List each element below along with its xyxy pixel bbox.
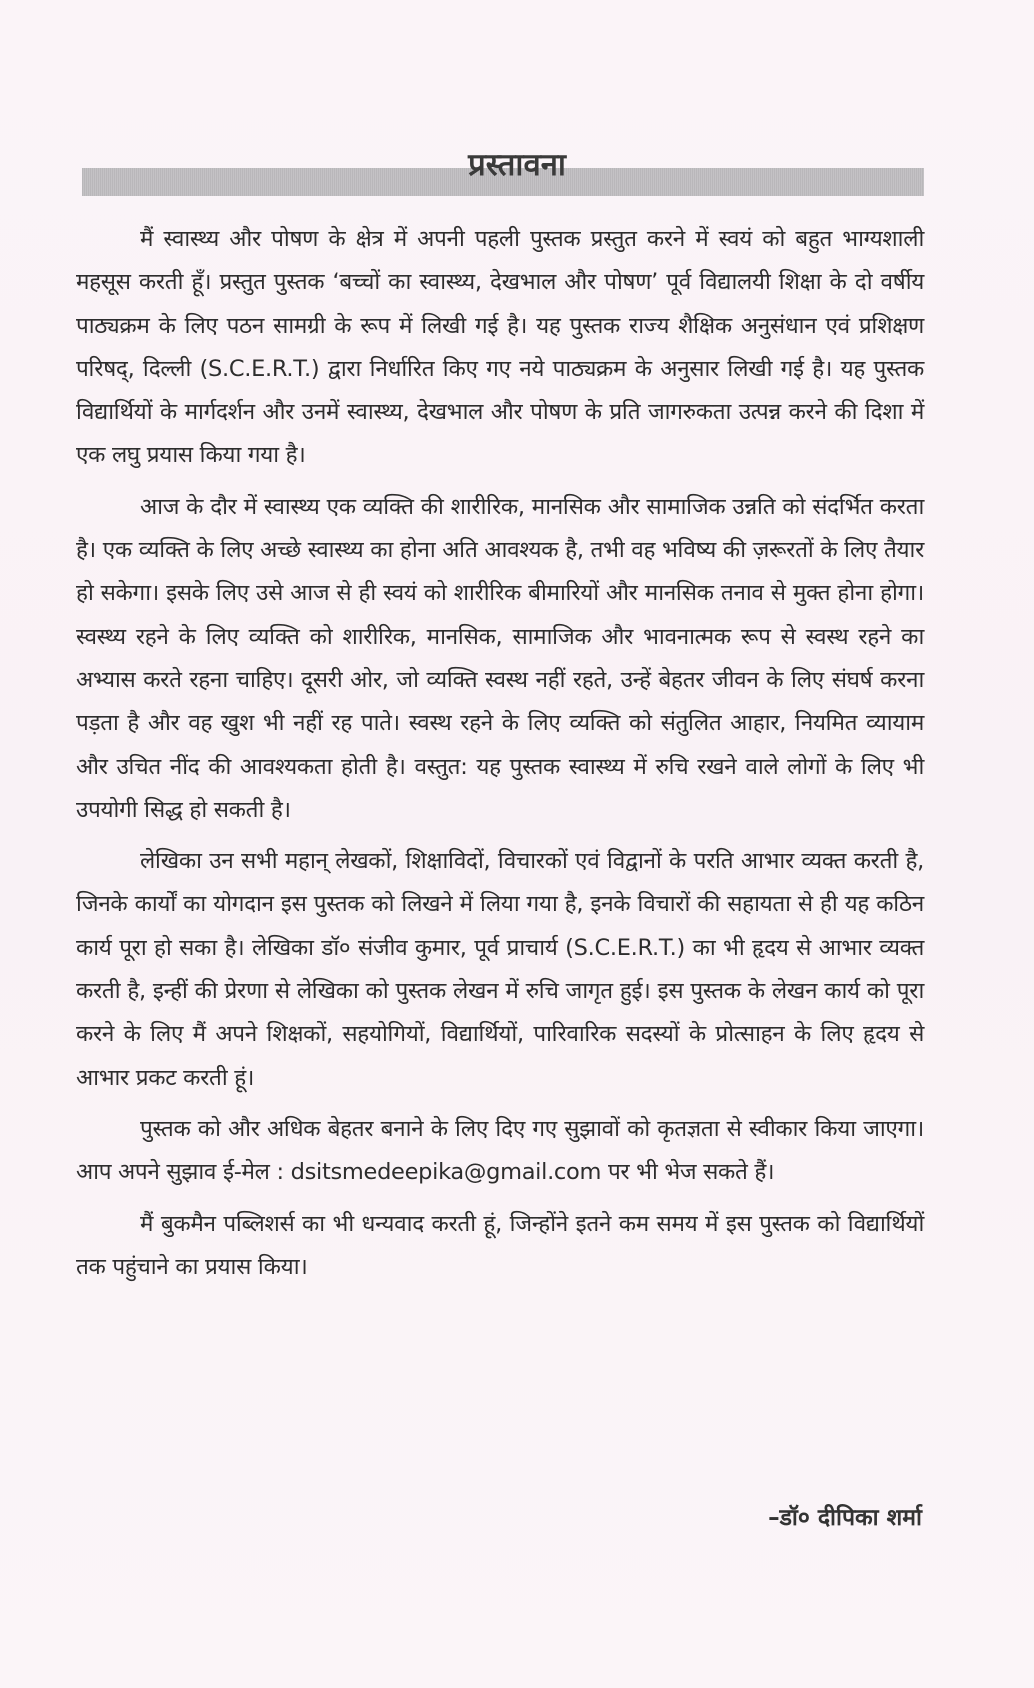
paragraph-publisher-thanks: मैं बुकमैन पब्लिशर्स का भी धन्यवाद करती हूं, जिन्होंने इतने कम समय में इस पुस्तक को विद्यार्थियों तक पहुंचाने का प्रयास किया। <box>76 1210 924 1280</box>
paragraph-suggestions: पुस्तक को और अधिक बेहतर बनाने के लिए दिए गए सुझावों को कृतज्ञता से स्वीकार किया जाएगा। आप अपने सुझाव ई-मेल : dsitsmedeepika@gmail.com पर भी भेज सकते हैं। <box>76 1115 924 1186</box>
page-title <box>0 140 1034 190</box>
preface-body <box>76 218 924 1297</box>
paragraph-health: आज के दौर में स्वास्थ्य एक व्यक्ति की शारीरिक, मानसिक और सामाजिक उन्नति को संदर्भित करता है। एक व्यक्ति के लिए अच्छे स्वास्थ्य का होना अति आवश्यक है, तभी वह भविष्य की ज़रूरतों के लिए तैयार हो सकेगा। इसके लिए उसे आज से ही स्वयं को शारीरिक बीमारियों और मानसिक तनाव से मुक्त होना होगा। स्वस्थ्य रहने के लिए व्यक्ति को शारीरिक, मानसिक, सामाजिक और भावनात्मक रूप से स्वस्थ रहने का अभ्यास करते रहना चाहिए। दूसरी ओर, जो व्यक्ति स्वस्थ नहीं रहते, उन्हें बेहतर जीवन के लिए संघर्ष करना पड़ता है और वह खुश भी नहीं रह पाते। स्वस्थ रहने के लिए व्यक्ति को संतुलित आहार, नियमित व्यायाम और उचित नींद की आवश्यकता होती है। वस्तुत: यह पुस्तक स्वास्थ्य में रुचि रखने वाले लोगों के लिए भी उपयोगी सिद्ध हो सकती है। <box>76 493 924 823</box>
page-title-text: प्रस्तावना <box>468 147 566 183</box>
paragraph-acknowledgement: लेखिका उन सभी महान् लेखकों, शिक्षाविदों, विचारकों एवं विद्वानों के परति आभार व्यक्त करती है, जिनके कार्यों का योगदान इस पुस्तक को लिखने में लिया गया है, इनके विचारों की सहायता से ही यह कठिन कार्य पूरा हो सका है। लेखिका डॉ० संजीव कुमार, पूर्व प्राचार्य (S.C.E.R.T.) का भी हृदय से आभार व्यक्त करती है, इन्हीं की प्रेरणा से लेखिका को पुस्तक लेखन में रुचि जागृत हुई। इस पुस्तक के लेखन कार्य को पूरा करने के लिए मैं अपने शिक्षकों, सहयोगियों, विद्यार्थियों, पारिवारिक सदस्यों के प्रोत्साहन के लिए हृदय से आभार प्रकट करती हूं। <box>76 848 924 1091</box>
paragraph-intro: मैं स्वास्थ्य और पोषण के क्षेत्र में अपनी पहली पुस्तक प्रस्तुत करने में स्वयं को बहुत भाग्यशाली महसूस करती हूँ। प्रस्तुत पुस्तक ‘बच्चों का स्वास्थ्य, देखभाल और पोषण’ पूर्व विद्यालयी शिक्षा के दो वर्षीय पाठ्यक्रम के लिए पठन सामग्री के रूप में लिखी गई है। यह पुस्तक राज्य शैक्षिक अनुसंधान एवं प्रशिक्षण परिषद्, दिल्ली (S.C.E.R.T.) द्वारा निर्धारित किए गए नये पाठ्यक्रम के अनुसार लिखी गई है। यह पुस्तक विद्यार्थियों के मार्गदर्शन और उनमें स्वास्थ्य, देखभाल और पोषण के प्रति जागरुकता उत्पन्न करने की दिशा में एक लघु प्रयास किया गया है। <box>76 226 924 469</box>
author-signature: –डॉ० दीपिका शर्मा <box>768 1505 922 1531</box>
